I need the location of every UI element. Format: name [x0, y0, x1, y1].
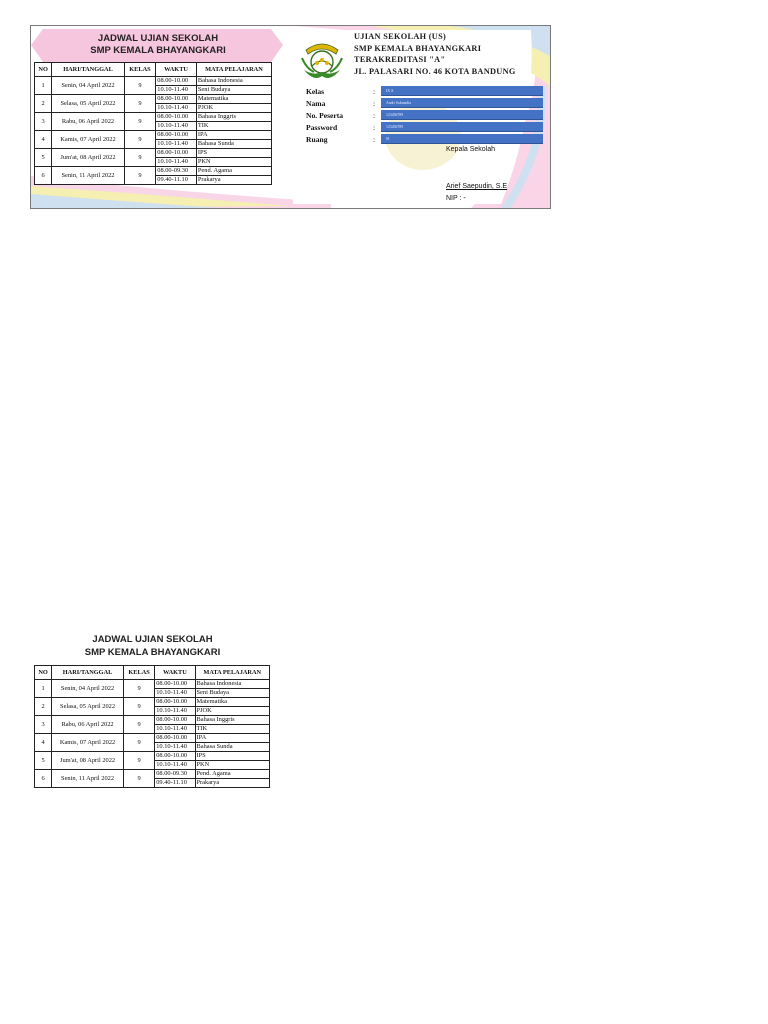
cell-kelas: 9: [123, 752, 154, 770]
subject-name: Bahasa Inggris: [196, 716, 235, 723]
cell-waktu: [156, 95, 197, 113]
column-header: WAKTU: [155, 666, 195, 680]
time-slot: 10.10-11.40: [155, 688, 194, 697]
cell-no: 1: [35, 77, 52, 95]
time-slot: 08.00-10.00: [157, 113, 189, 120]
field-row-kelas: [306, 86, 551, 97]
table-row: [35, 752, 270, 770]
subject-name: TIK: [197, 121, 271, 130]
cell-kelas: 9: [124, 77, 156, 95]
cell-date: Senin, 11 April 2022: [52, 770, 124, 788]
card-banner: [33, 29, 283, 61]
cell-mapel: [196, 95, 271, 113]
cell-mapel: [196, 149, 271, 167]
cell-no: 2: [35, 95, 52, 113]
time-slot: 08.00-10.00: [157, 95, 189, 102]
field-row-ruang: [306, 134, 551, 145]
cell-mapel: [195, 698, 270, 716]
cell-waktu: [155, 698, 195, 716]
field-colon: :: [373, 111, 376, 120]
field-row-password: [306, 122, 551, 133]
subject-name: Seni Budaya: [197, 85, 271, 94]
table-row: [35, 149, 272, 167]
time-slot: 10.10-11.40: [155, 724, 194, 733]
cell-kelas: 9: [124, 95, 156, 113]
field-value-ruang: 01: [381, 134, 543, 144]
cell-waktu: [155, 752, 195, 770]
column-header: NO: [35, 666, 52, 680]
subject-name: PKN: [196, 760, 270, 769]
cell-date: Selasa, 05 April 2022: [52, 698, 124, 716]
time-slot: 10.10-11.40: [156, 103, 196, 112]
cell-no: 1: [35, 680, 52, 698]
table-row: [35, 698, 270, 716]
school-info: [354, 31, 516, 77]
school-line-exam: UJIAN SEKOLAH (US): [354, 32, 447, 41]
subject-name: Bahasa Indonesia: [197, 77, 243, 84]
second-heading: [35, 633, 270, 659]
cell-mapel: [196, 131, 271, 149]
cell-mapel: [196, 77, 271, 95]
column-header: MATA PELAJARAN: [196, 63, 271, 77]
column-header: KELAS: [123, 666, 154, 680]
cell-mapel: [195, 716, 270, 734]
time-slot: 10.10-11.40: [156, 139, 196, 148]
field-label: Password: [306, 123, 338, 132]
field-value-no-peserta: 123456789: [381, 110, 543, 120]
subject-name: Pend. Agama: [196, 770, 231, 777]
subject-name: Matematika: [196, 698, 228, 705]
field-colon: :: [373, 99, 376, 108]
subject-name: IPA: [197, 131, 208, 138]
cell-no: 4: [35, 131, 52, 149]
cell-date: Jum'at, 08 April 2022: [52, 752, 124, 770]
second-school: SMP KEMALA BHAYANGKARI: [84, 647, 221, 658]
cell-kelas: 9: [123, 716, 154, 734]
cell-date: Senin, 04 April 2022: [52, 680, 124, 698]
cell-no: 6: [35, 770, 52, 788]
cell-date: Senin, 04 April 2022: [52, 77, 124, 95]
cell-kelas: 9: [123, 734, 154, 752]
column-header: HARI/TANGGAL: [52, 666, 124, 680]
time-slot: 10.10-11.40: [155, 706, 194, 715]
cell-date: Jum'at, 08 April 2022: [52, 149, 124, 167]
school-line-accreditation: TERAKREDITASI "A": [354, 55, 446, 64]
field-label: Kelas: [306, 87, 325, 96]
time-slot: 08.00-10.00: [156, 716, 188, 723]
field-row-nama: [306, 98, 551, 109]
signature-nip: NIP : -: [446, 195, 466, 202]
time-slot: 08.00-10.00: [156, 680, 188, 687]
cell-mapel: [196, 167, 271, 185]
cell-date: Rabu, 06 April 2022: [52, 716, 124, 734]
subject-name: Seni Budaya: [196, 688, 270, 697]
second-title: JADWAL UJIAN SEKOLAH: [92, 634, 213, 645]
time-slot: 08.00-10.00: [157, 149, 189, 156]
subject-name: Prakarya: [197, 175, 271, 184]
time-slot: 08.00-10.00: [157, 131, 189, 138]
field-value-kelas: IX A: [381, 86, 543, 96]
field-value-password: 123456789: [381, 122, 543, 132]
time-slot: 09.40-11.10: [156, 175, 196, 184]
table-row: [35, 131, 272, 149]
time-slot: 10.10-11.40: [156, 85, 196, 94]
time-slot: 10.10-11.40: [156, 157, 196, 166]
subject-name: PKN: [197, 157, 271, 166]
column-header: NO: [35, 63, 52, 77]
field-row-no-peserta: [306, 110, 551, 121]
cell-no: 5: [35, 149, 52, 167]
field-colon: :: [373, 123, 376, 132]
time-slot: 08.00-10.00: [156, 752, 188, 759]
subject-name: PJOK: [197, 103, 271, 112]
cell-waktu: [155, 770, 195, 788]
cell-date: Senin, 11 April 2022: [52, 167, 124, 185]
cell-no: 3: [35, 716, 52, 734]
subject-name: Bahasa Sunda: [197, 139, 271, 148]
table-row: [35, 113, 272, 131]
subject-name: Matematika: [197, 95, 229, 102]
time-slot: 10.10-11.40: [155, 760, 194, 769]
banner-title: JADWAL UJIAN SEKOLAH: [97, 33, 219, 44]
table-row: [35, 77, 272, 95]
cell-date: Kamis, 07 April 2022: [52, 734, 124, 752]
time-slot: 08.00-09.30: [157, 167, 189, 174]
subject-name: TIK: [196, 724, 270, 733]
cell-waktu: [156, 149, 197, 167]
cell-mapel: [196, 113, 271, 131]
cell-mapel: [195, 734, 270, 752]
table-row: [35, 734, 270, 752]
cell-no: 5: [35, 752, 52, 770]
cell-no: 2: [35, 698, 52, 716]
cell-waktu: [156, 113, 197, 131]
subject-name: Bahasa Inggris: [197, 113, 237, 120]
cell-no: 3: [35, 113, 52, 131]
table-row: [35, 680, 270, 698]
time-slot: 08.00-10.00: [157, 77, 189, 84]
cell-date: Selasa, 05 April 2022: [52, 95, 124, 113]
cell-kelas: 9: [123, 680, 154, 698]
subject-name: IPS: [197, 149, 208, 156]
cell-waktu: [155, 734, 195, 752]
table-row: [35, 167, 272, 185]
time-slot: 08.00-10.00: [156, 698, 188, 705]
subject-name: PJOK: [196, 706, 270, 715]
subject-name: Prakarya: [196, 778, 270, 787]
cell-date: Kamis, 07 April 2022: [52, 131, 124, 149]
cell-date: Rabu, 06 April 2022: [52, 113, 124, 131]
field-label: Ruang: [306, 135, 328, 144]
column-header: WAKTU: [156, 63, 197, 77]
schedule-table: [34, 62, 272, 185]
cell-waktu: [156, 167, 197, 185]
cell-waktu: [156, 77, 197, 95]
school-line-name: SMP KEMALA BHAYANGKARI: [354, 43, 482, 53]
signature-name: Arief Saepudin, S.E: [446, 183, 508, 190]
cell-waktu: [155, 716, 195, 734]
cell-kelas: 9: [124, 113, 156, 131]
cell-kelas: 9: [123, 770, 154, 788]
cell-no: 4: [35, 734, 52, 752]
cell-waktu: [156, 131, 197, 149]
time-slot: 08.00-10.00: [156, 734, 188, 741]
time-slot: 08.00-09.30: [156, 770, 188, 777]
time-slot: 10.10-11.40: [155, 742, 194, 751]
column-header: MATA PELAJARAN: [195, 666, 270, 680]
field-label: Nama: [306, 99, 326, 108]
exam-card: [30, 25, 551, 209]
table-row: [35, 716, 270, 734]
cell-waktu: [155, 680, 195, 698]
column-header: KELAS: [124, 63, 156, 77]
cell-kelas: 9: [124, 167, 156, 185]
cell-kelas: 9: [124, 149, 156, 167]
field-colon: :: [373, 135, 376, 144]
field-value-nama: Andri Sukmadia: [381, 98, 543, 108]
subject-name: IPS: [196, 752, 206, 759]
column-header: HARI/TANGGAL: [52, 63, 124, 77]
table-row: [35, 95, 272, 113]
school-emblem-icon: [298, 36, 346, 84]
banner-school: SMP KEMALA BHAYANGKARI: [90, 45, 226, 56]
subject-name: Pend. Agama: [197, 167, 232, 174]
cell-mapel: [195, 680, 270, 698]
time-slot: 10.10-11.40: [156, 121, 196, 130]
cell-kelas: 9: [124, 131, 156, 149]
signature-role: Kepala Sekolah: [446, 146, 496, 153]
subject-name: Bahasa Sunda: [196, 742, 270, 751]
time-slot: 09.40-11.10: [155, 778, 194, 787]
table-row: [35, 770, 270, 788]
cell-kelas: 9: [123, 698, 154, 716]
field-label: No. Peserta: [306, 111, 344, 120]
field-colon: :: [373, 87, 376, 96]
subject-name: IPA: [196, 734, 207, 741]
cell-mapel: [195, 770, 270, 788]
cell-mapel: [195, 752, 270, 770]
schedule-table-second: [34, 665, 270, 788]
cell-no: 6: [35, 167, 52, 185]
school-line-address: JL. PALASARI NO. 46 KOTA BANDUNG: [354, 66, 516, 76]
subject-name: Bahasa Indonesia: [196, 680, 242, 687]
